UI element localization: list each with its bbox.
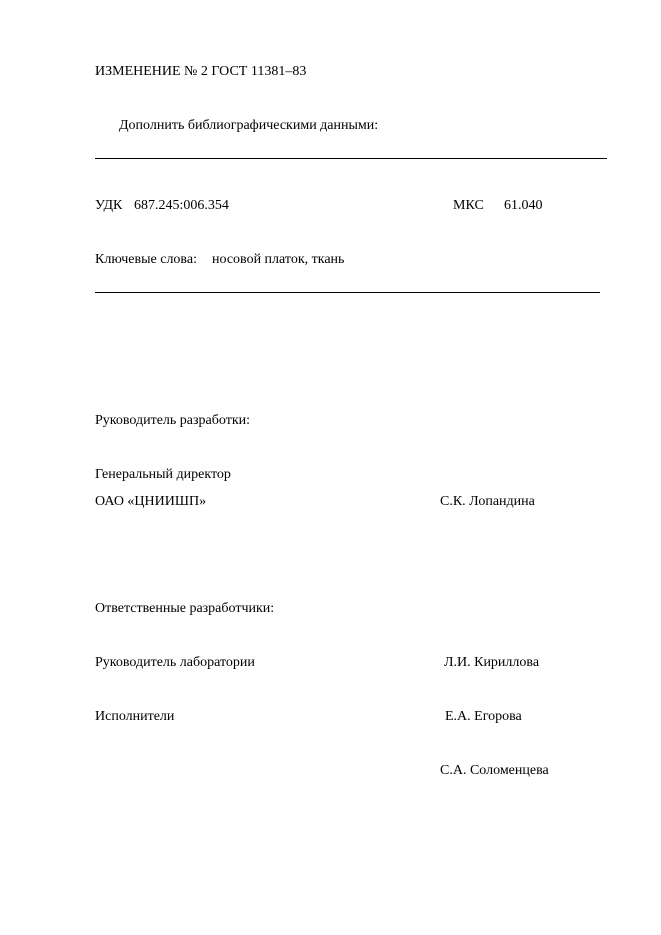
executor-name: Е.А. Егорова: [445, 709, 522, 724]
supplement-text: Дополнить библиографическими данными:: [119, 118, 379, 133]
udk-value: 687.245:006.354: [134, 198, 229, 213]
responsible-developers-heading: Ответственные разработчики:: [95, 601, 275, 616]
keywords-value: носовой платок, ткань: [212, 252, 345, 267]
udk-label: УДК: [95, 198, 123, 213]
amendment-title: ИЗМЕНЕНИЕ № 2 ГОСТ 11381–83: [95, 64, 307, 79]
lab-head-name: Л.И. Кириллова: [444, 655, 540, 670]
general-director-position: Генеральный директор: [95, 467, 231, 482]
development-lead-heading: Руководитель разработки:: [95, 413, 251, 428]
divider-top: [95, 158, 607, 159]
lab-head-position: Руководитель лаборатории: [95, 655, 255, 670]
divider-bottom: [95, 292, 600, 293]
mks-value: 61.040: [504, 198, 543, 213]
mks-label: МКС: [453, 198, 484, 213]
executors-label: Исполнители: [95, 709, 175, 724]
keywords-label: Ключевые слова:: [95, 252, 197, 267]
organization-name: ОАО «ЦНИИШП»: [95, 494, 207, 509]
general-director-name: С.К. Лопандина: [440, 494, 535, 509]
executor-name: С.А. Соломенцева: [440, 763, 549, 778]
